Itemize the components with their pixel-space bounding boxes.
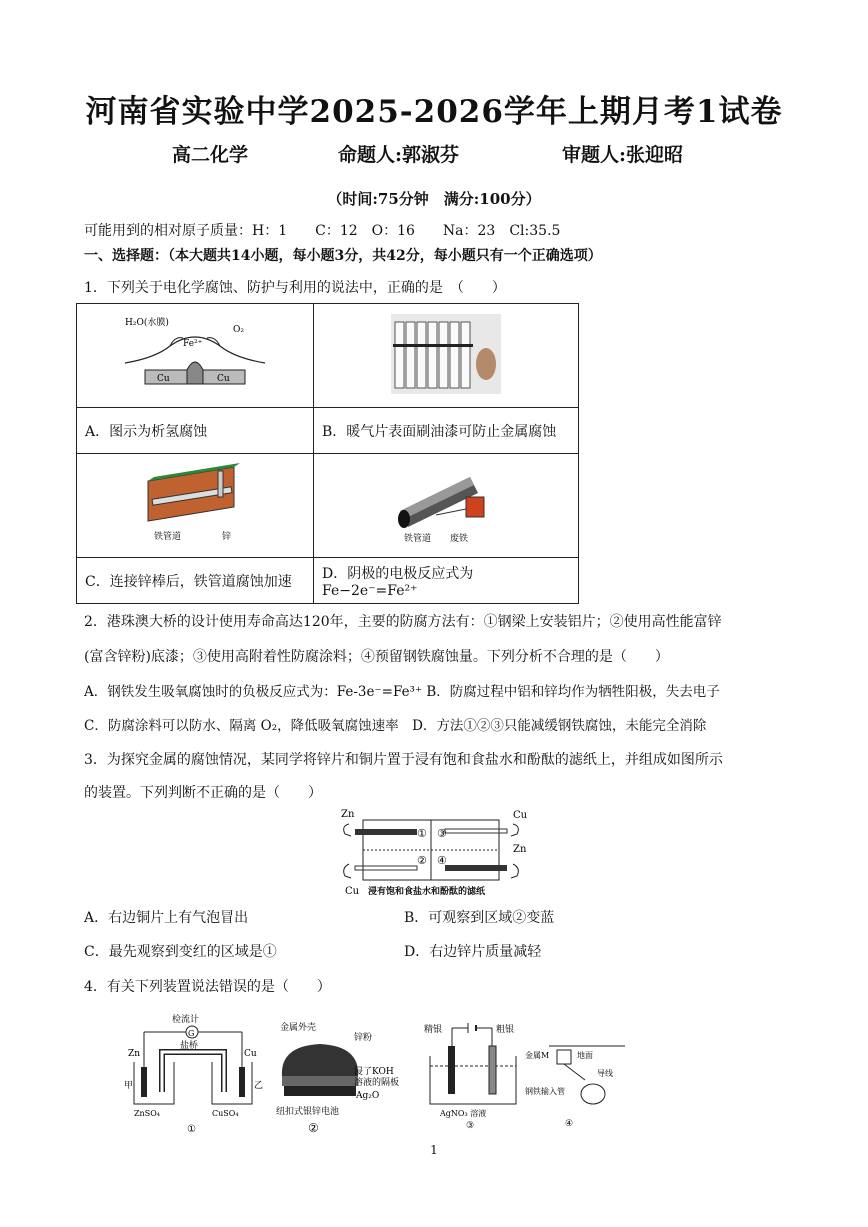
q4-figure-2-button-cell [270,1016,410,1140]
q4-figure-4-pipe-protection [525,1036,625,1132]
q2-options-ab: A．钢铁发生吸氧腐蚀时的负极反应式为：Fe-3e⁻=Fe³⁺ B．防腐过程中铝和锌均作为牺牲阳极，失去电子 [84,684,720,700]
zinc-pipe-diagram [140,459,250,549]
figure-label: ZnSO₄ [134,1109,160,1118]
q1-option-c: C．连接锌棒后，铁管道腐蚀加速 [77,558,314,604]
q2-line2: (富含锌粉)底漆；③使用高附着性防腐涂料；④预留钢铁腐蚀量。下列分析不合理的是（ ） [84,649,669,665]
figure-label: 导线 [597,1069,613,1078]
label-pipe2: 铁管道 [404,533,432,544]
region-3: ③ [437,827,447,840]
figure-label: 乙 [254,1081,264,1091]
author-label: 命题人:郭淑芬 [338,144,460,166]
subject-label: 高二化学 [172,144,249,166]
label-cu-right: Cu [513,810,528,821]
q1-figure-c [77,454,314,558]
figure-label: 金属外壳 [280,1023,317,1033]
figure-label: AgNO₃ 溶液 [440,1109,487,1118]
q3-figure-caption: 浸有饱和食盐水和酚酞的滤纸 [368,887,486,897]
figure-label: 地面 [577,1051,593,1060]
figure-label: CuSO₄ [212,1109,239,1118]
figure-label: ① [187,1124,196,1135]
figure-label: 锌粉 [354,1033,373,1043]
q3-option-c: C．最先观察到变红的区域是① [84,944,277,960]
pipe-scrap-iron-diagram [386,459,506,549]
atomic-masses: 可能用到的相对原子质量：H：1 C：12 O：16 Na：23 Cl:35.5 [84,223,561,239]
q4-figure-1-daniell-cell [124,1012,264,1136]
label-pipe: 铁管道 [154,531,182,542]
q2-options-cd: C．防腐涂料可以防水、隔离 O₂，降低吸氧腐蚀速率 D．方法①②③只能减缓钢铁腐蚀，未能完全消除 [84,718,707,734]
figure-label: Cu [244,1049,257,1059]
label-cu-left: Cu [345,886,360,897]
figure-label: 甲 [124,1081,134,1091]
figure-label: 纽扣式银锌电池 [276,1107,340,1117]
figure-label: 钢铁输入管 [525,1087,565,1096]
corrosion-diagram [115,308,275,400]
figure-label: ④ [565,1119,574,1129]
q4-stem: 4．有关下列装置说法错误的是（ ） [84,979,331,995]
q3-line1: 3．为探究金属的腐蚀情况，某同学将锌片和铜片置于浸有饱和食盐水和酚酞的滤纸上，并组成如图所示 [84,752,723,768]
q3-option-a: A．右边铜片上有气泡冒出 [84,910,249,926]
q3-option-b: B．可观察到区域②变蓝 [404,910,555,926]
figure-label: 溶液的隔板 [354,1078,400,1088]
figure-label: ③ [466,1121,475,1130]
label-cu-left: Cu [157,373,170,384]
figure-label: 精银 [424,1025,443,1035]
label-cu-right: Cu [217,373,230,384]
label-scrap: 废铁 [450,533,469,544]
label-o2: O₂ [233,324,244,335]
q4-figure-3-silver-refining [420,1020,530,1130]
q2-line1: 2．港珠澳大桥的设计使用寿命高达120年，主要的防腐方法有：①钢梁上安装铝片；②使用高性能富锌 [84,614,722,630]
label-water: H₂O(水膜) [125,317,169,328]
region-4: ④ [437,854,447,867]
q1-option-a: A．图示为析氢腐蚀 [77,408,314,454]
figure-label: Ag₂O [356,1091,380,1101]
figure-label: Zn [128,1049,141,1059]
page-title: 河南省实验中学2025-2026学年上期月考1试卷 [85,94,783,130]
exam-time-info: （时间:75分钟 满分:100分） [327,190,541,208]
section-heading: 一、选择题：（本大题共14小题，每小题3分，共42分，每小题只有一个正确选项） [84,248,602,264]
q1-figure-d [314,454,579,558]
reviewer-label: 审题人:张迎昭 [562,144,684,166]
figure-label: 金属M [525,1051,550,1060]
q1-option-b: B．暖气片表面刷油漆可防止金属腐蚀 [314,408,579,454]
q3-option-d: D．右边锌片质量减轻 [404,944,542,960]
figure-label: ② [308,1121,319,1135]
region-1: ① [417,827,427,840]
q1-option-d: D．阴极的电极反应式为 Fe−2e⁻=Fe²⁺ [314,558,579,604]
q1-options-table [76,303,579,604]
figure-label: 粗银 [496,1025,515,1035]
q3-line2: 的装置。下列判断不正确的是（ ） [84,785,322,801]
q1-stem: 1．下列关于电化学腐蚀、防护与利用的说法中，正确的是 （ ） [84,280,506,296]
figure-label: 盐桥 [180,1041,199,1051]
region-2: ② [417,854,427,867]
page-number: 1 [430,1143,438,1157]
label-zn-left: Zn [341,809,355,820]
q1-figure-b [314,304,579,408]
q1-figure-a [77,304,314,408]
label-zn-right: Zn [513,844,527,855]
figure-label: 检流计 [172,1015,200,1025]
label-zinc: 锌 [222,531,232,542]
figure-label: G [188,1029,195,1038]
label-fe: Fe²⁺ [183,338,203,349]
figure-label: 浸了KOH [354,1067,394,1077]
radiator-image [391,314,501,394]
